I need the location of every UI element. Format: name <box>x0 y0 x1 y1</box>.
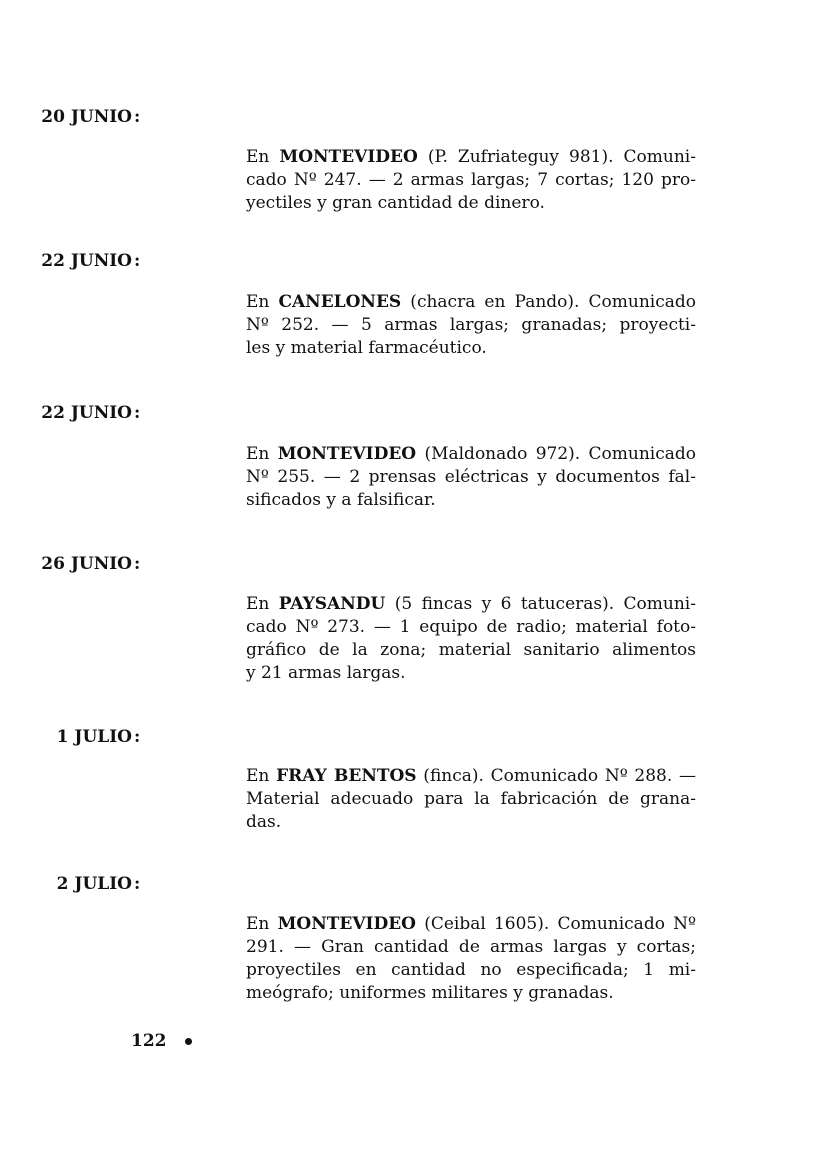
entry-line: yectiles y gran cantidad de dinero. <box>246 193 545 213</box>
entry-text <box>246 593 696 685</box>
page-folio <box>131 1031 192 1051</box>
entry-date-text: 22 JUNIO <box>41 403 132 423</box>
entry-date <box>24 554 141 574</box>
entry-prefix: En <box>246 594 279 614</box>
entry-line <box>246 146 696 169</box>
entry-prefix: En <box>246 766 277 786</box>
entry-line: Nº 255. — 2 prensas eléctricas y documentos fal- <box>246 467 696 487</box>
entry-date-colon: : <box>134 727 141 747</box>
entry-rest: (5 fincas y 6 tatuceras). Comuni- <box>385 594 696 614</box>
entry-date-colon: : <box>134 251 141 271</box>
entry-date-text: 1 JULIO <box>56 727 132 747</box>
entry-line: Nº 252. — 5 armas largas; granadas; proyecti- <box>246 315 696 335</box>
entry-date-colon: : <box>134 874 141 894</box>
entry-line: proyectiles en cantidad no especificada; 1 mi- <box>246 960 696 980</box>
entry-rest: (chacra en Pando). Comunicado <box>401 292 696 312</box>
entry-line: meógrafo; uniformes militares y granadas. <box>246 983 614 1003</box>
entry-place: FRAY BENTOS <box>276 766 417 786</box>
entry-line: cado Nº 273. — 1 equipo de radio; material foto- <box>246 617 696 637</box>
entry-date <box>24 251 141 271</box>
entry-line: les y material farmacéutico. <box>246 338 487 358</box>
entry-place: PAYSANDU <box>278 594 386 614</box>
entry-prefix: En <box>246 147 280 167</box>
entry-date-text: 22 JUNIO <box>41 251 132 271</box>
entry-text <box>246 291 696 360</box>
entry-date-colon: : <box>134 107 141 127</box>
entry-date <box>24 874 141 894</box>
entry-text <box>246 443 696 512</box>
entry-line: gráfico de la zona; material sanitario alimentos <box>246 640 696 660</box>
entry-place: MONTEVIDEO <box>279 147 418 167</box>
entry-line <box>246 593 696 616</box>
entry-date <box>24 727 141 747</box>
entry-place: CANELONES <box>278 292 402 312</box>
entry-date-colon: : <box>134 554 141 574</box>
entry-line <box>246 291 696 314</box>
entry-date-text: 20 JUNIO <box>41 107 132 127</box>
entry-line: sificados y a falsificar. <box>246 490 436 510</box>
entry-date-text: 26 JUNIO <box>41 554 132 574</box>
entry-text <box>246 913 696 1005</box>
entry-line: y 21 armas largas. <box>246 663 406 683</box>
entry-rest: (Maldonado 972). Comunicado <box>416 444 696 464</box>
entry-date <box>24 403 141 423</box>
entry-line: cado Nº 247. — 2 armas largas; 7 cortas; 120 pro- <box>246 170 696 190</box>
bullet-icon <box>185 1038 192 1045</box>
entry-rest: (P. Zufriateguy 981). Comuni- <box>417 147 696 167</box>
entry-rest: (Ceibal 1605). Comunicado Nº <box>416 914 696 934</box>
entry-line <box>246 443 696 466</box>
entry-prefix: En <box>246 292 279 312</box>
page-number: 122 <box>131 1031 167 1051</box>
entry-line: das. <box>246 812 282 832</box>
entry-date <box>24 107 141 127</box>
entry-prefix: En <box>246 914 278 934</box>
entry-line <box>246 913 696 936</box>
entry-prefix: En <box>246 444 278 464</box>
entry-text <box>246 146 696 215</box>
entry-date-text: 2 JULIO <box>56 874 132 894</box>
entry-place: MONTEVIDEO <box>277 914 416 934</box>
entry-place: MONTEVIDEO <box>277 444 417 464</box>
entry-line: 291. — Gran cantidad de armas largas y cortas; <box>246 937 696 957</box>
entry-text <box>246 765 696 834</box>
entry-line <box>246 765 696 788</box>
entry-date-colon: : <box>134 403 141 423</box>
entry-rest: (finca). Comunicado Nº 288. — <box>416 766 696 786</box>
entry-line: Material adecuado para la fabricación de grana- <box>246 789 696 809</box>
